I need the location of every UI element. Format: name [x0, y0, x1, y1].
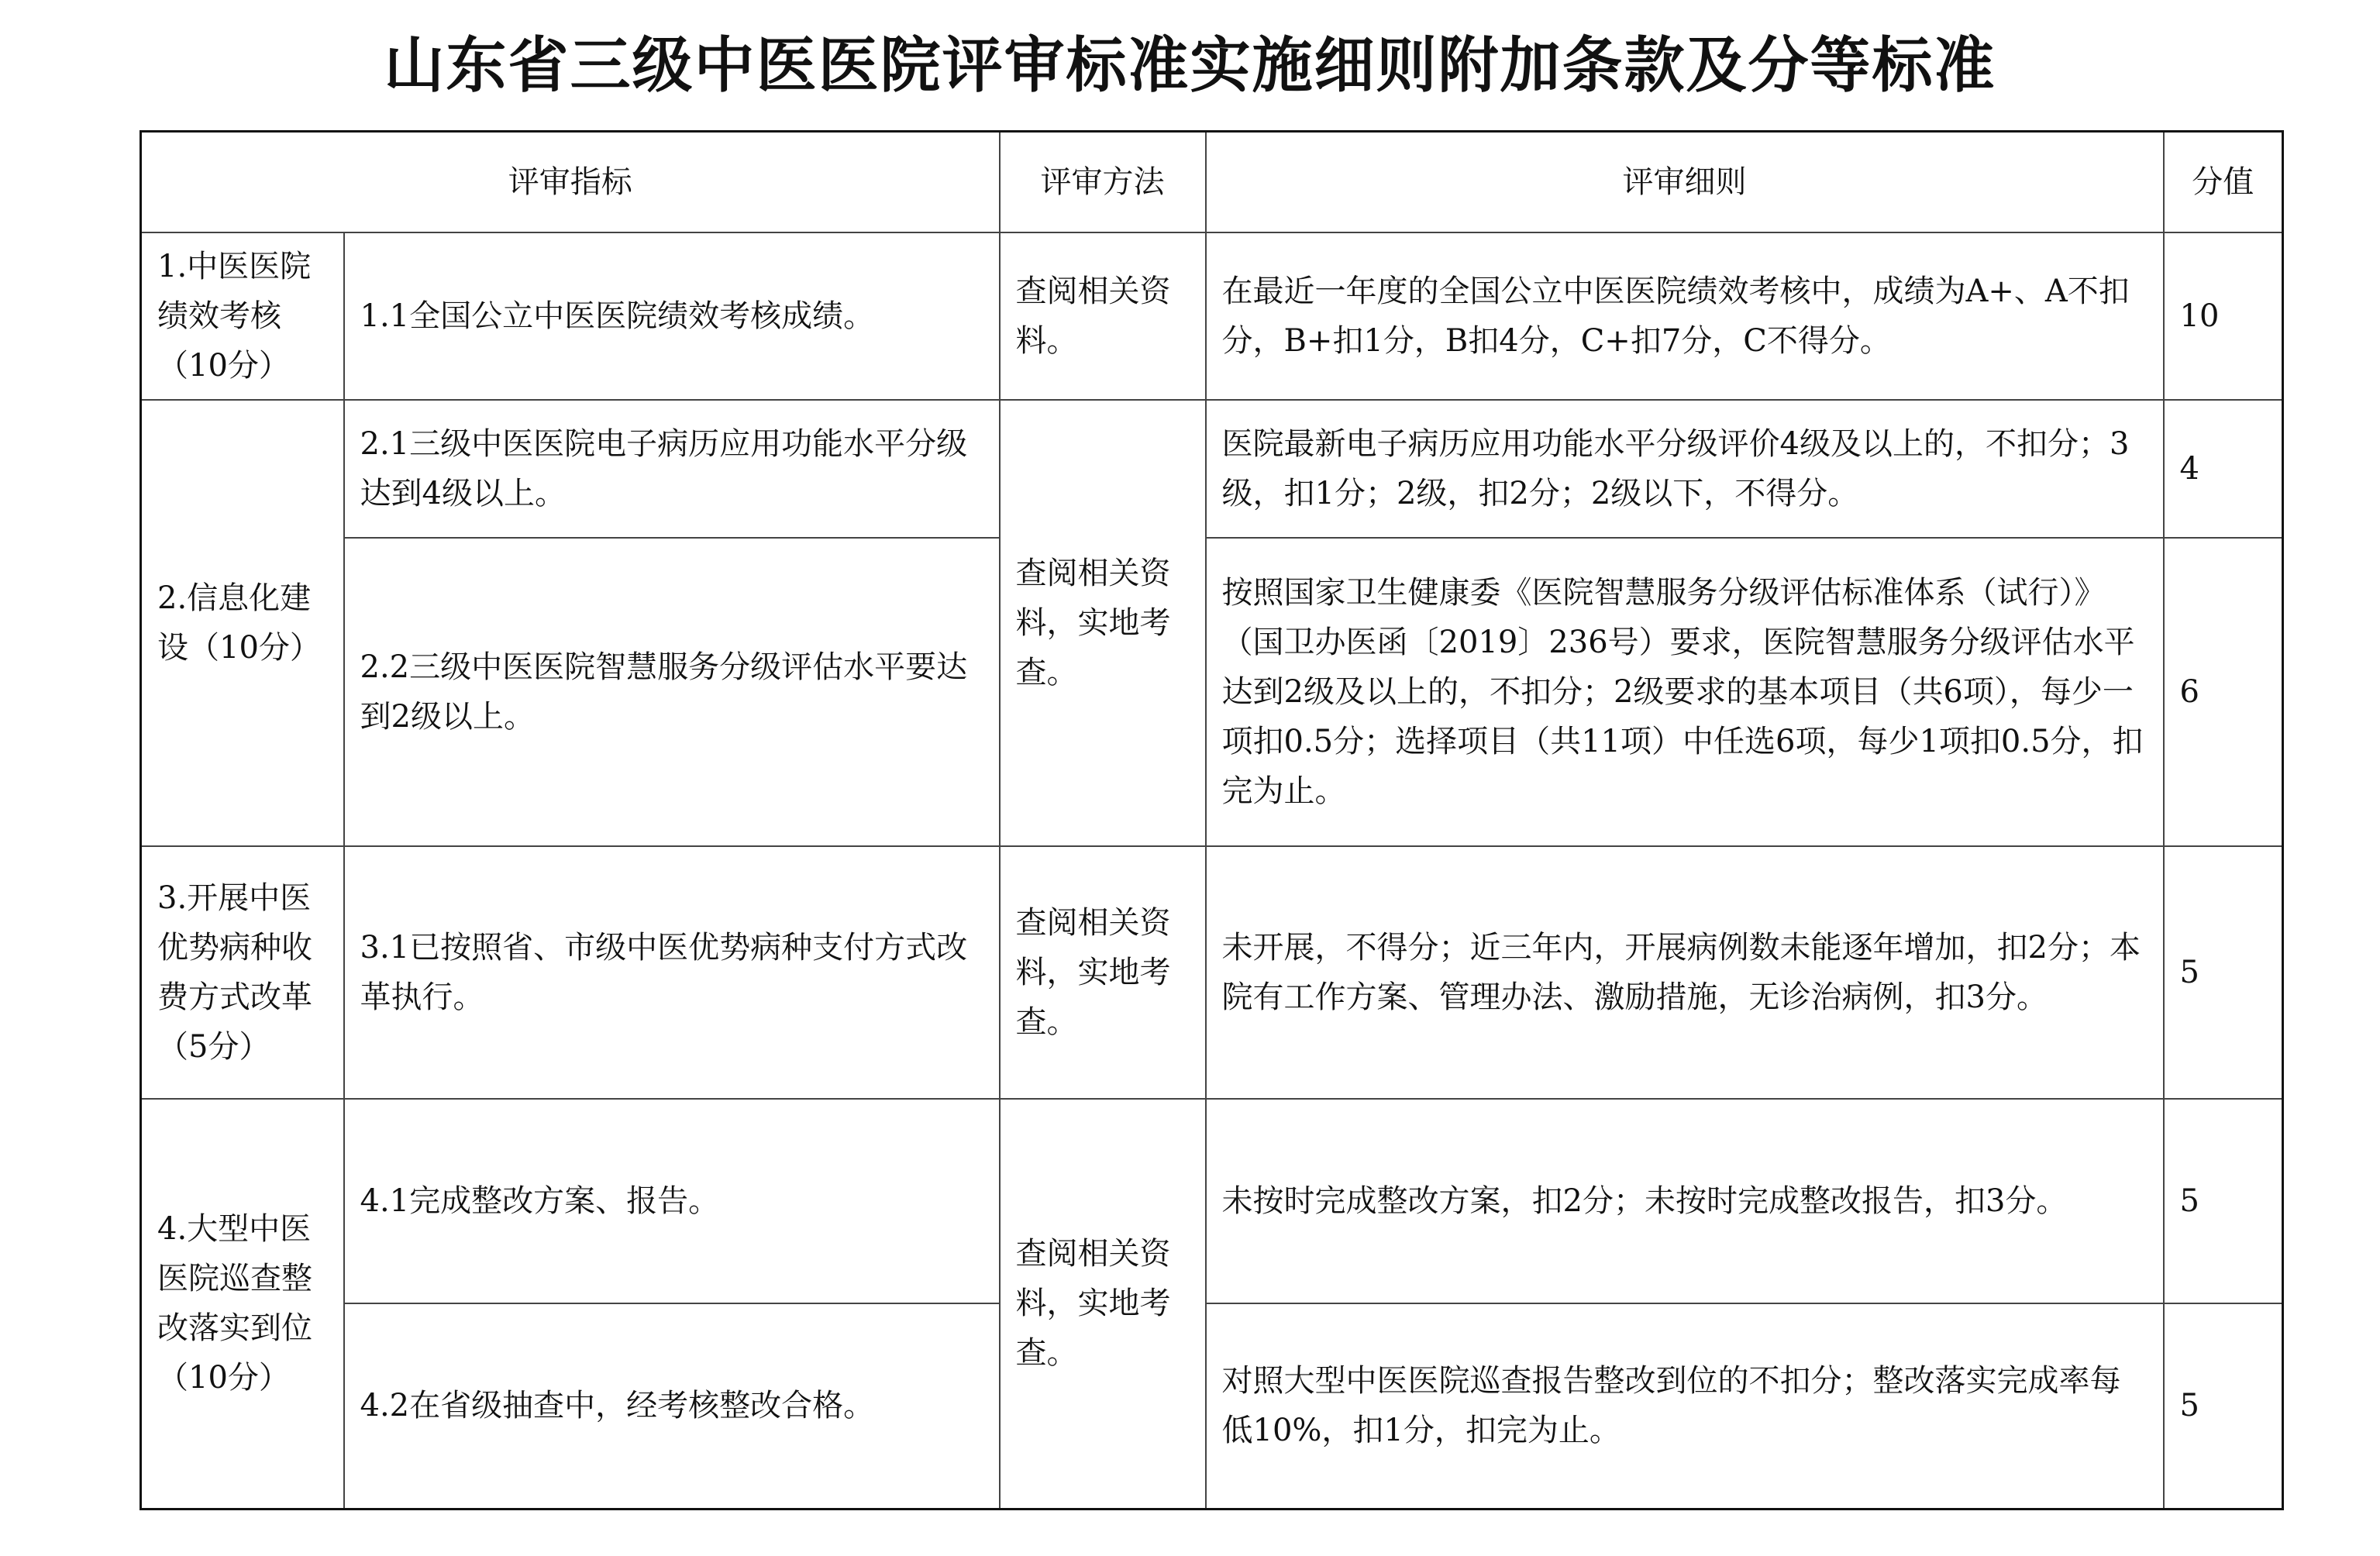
item-detail: 按照国家卫生健康委《医院智慧服务分级评估标准体系（试行）》（国卫办医函〔2019〕236号）要求，医院智慧服务分级评估水平达到2级及以上的，不扣分；2级要求的基本项目（共6项），每少一项扣0.5分；选择项目（共11项）中任选6项，每少1项扣0.5分，扣完为止。 [1206, 538, 2164, 846]
item-indicator: 4.2在省级抽查中，经考核整改合格。 [344, 1303, 1000, 1510]
item-detail: 在最近一年度的全国公立中医医院绩效考核中，成绩为A+、A不扣分，B+扣1分，B扣4分，C+扣7分，C不得分。 [1206, 232, 2164, 400]
item-detail: 未按时完成整改方案，扣2分；未按时完成整改报告，扣3分。 [1206, 1099, 2164, 1303]
item-score: 5 [2164, 1099, 2283, 1303]
table-row [141, 846, 2283, 1099]
header-indicator: 评审指标 [141, 132, 1000, 232]
item-method: 查阅相关资料。 [1000, 232, 1206, 400]
item-indicator: 4.1完成整改方案、报告。 [344, 1099, 1000, 1303]
group-name: 3.开展中医优势病种收费方式改革（5分） [141, 846, 344, 1099]
item-score: 4 [2164, 400, 2283, 538]
item-method: 查阅相关资料，实地考查。 [1000, 1099, 1206, 1510]
item-score: 10 [2164, 232, 2283, 400]
item-method: 查阅相关资料，实地考查。 [1000, 846, 1206, 1099]
item-indicator: 3.1已按照省、市级中医优势病种支付方式改革执行。 [344, 846, 1000, 1099]
group-name: 4.大型中医医院巡查整改落实到位（10分） [141, 1099, 344, 1510]
header-detail: 评审细则 [1206, 132, 2164, 232]
group-name: 1.中医医院绩效考核（10分） [141, 232, 344, 400]
item-detail: 对照大型中医医院巡查报告整改到位的不扣分；整改落实完成率每低10%，扣1分，扣完为止。 [1206, 1303, 2164, 1510]
standards-table [139, 130, 2284, 1510]
item-score: 5 [2164, 1303, 2283, 1510]
table-row [141, 538, 2283, 846]
group-name: 2.信息化建设（10分） [141, 400, 344, 846]
table-header-row [141, 132, 2283, 232]
table-row [141, 1099, 2283, 1303]
item-score: 5 [2164, 846, 2283, 1099]
item-detail: 未开展，不得分；近三年内，开展病例数未能逐年增加，扣2分；本院有工作方案、管理办法、激励措施，无诊治病例，扣3分。 [1206, 846, 2164, 1099]
table-row [141, 400, 2283, 538]
item-indicator: 2.1三级中医医院电子病历应用功能水平分级达到4级以上。 [344, 400, 1000, 538]
item-indicator: 1.1全国公立中医医院绩效考核成绩。 [344, 232, 1000, 400]
page-title: 山东省三级中医医院评审标准实施细则附加条款及分等标准 [384, 31, 1996, 101]
table-row [141, 232, 2283, 400]
item-score: 6 [2164, 538, 2283, 846]
header-score: 分值 [2164, 132, 2283, 232]
item-indicator: 2.2三级中医医院智慧服务分级评估水平要达到2级以上。 [344, 538, 1000, 846]
item-detail: 医院最新电子病历应用功能水平分级评价4级及以上的，不扣分；3级，扣1分；2级，扣2分；2级以下，不得分。 [1206, 400, 2164, 538]
table-row [141, 1303, 2283, 1510]
header-method: 评审方法 [1000, 132, 1206, 232]
item-method: 查阅相关资料，实地考查。 [1000, 400, 1206, 846]
